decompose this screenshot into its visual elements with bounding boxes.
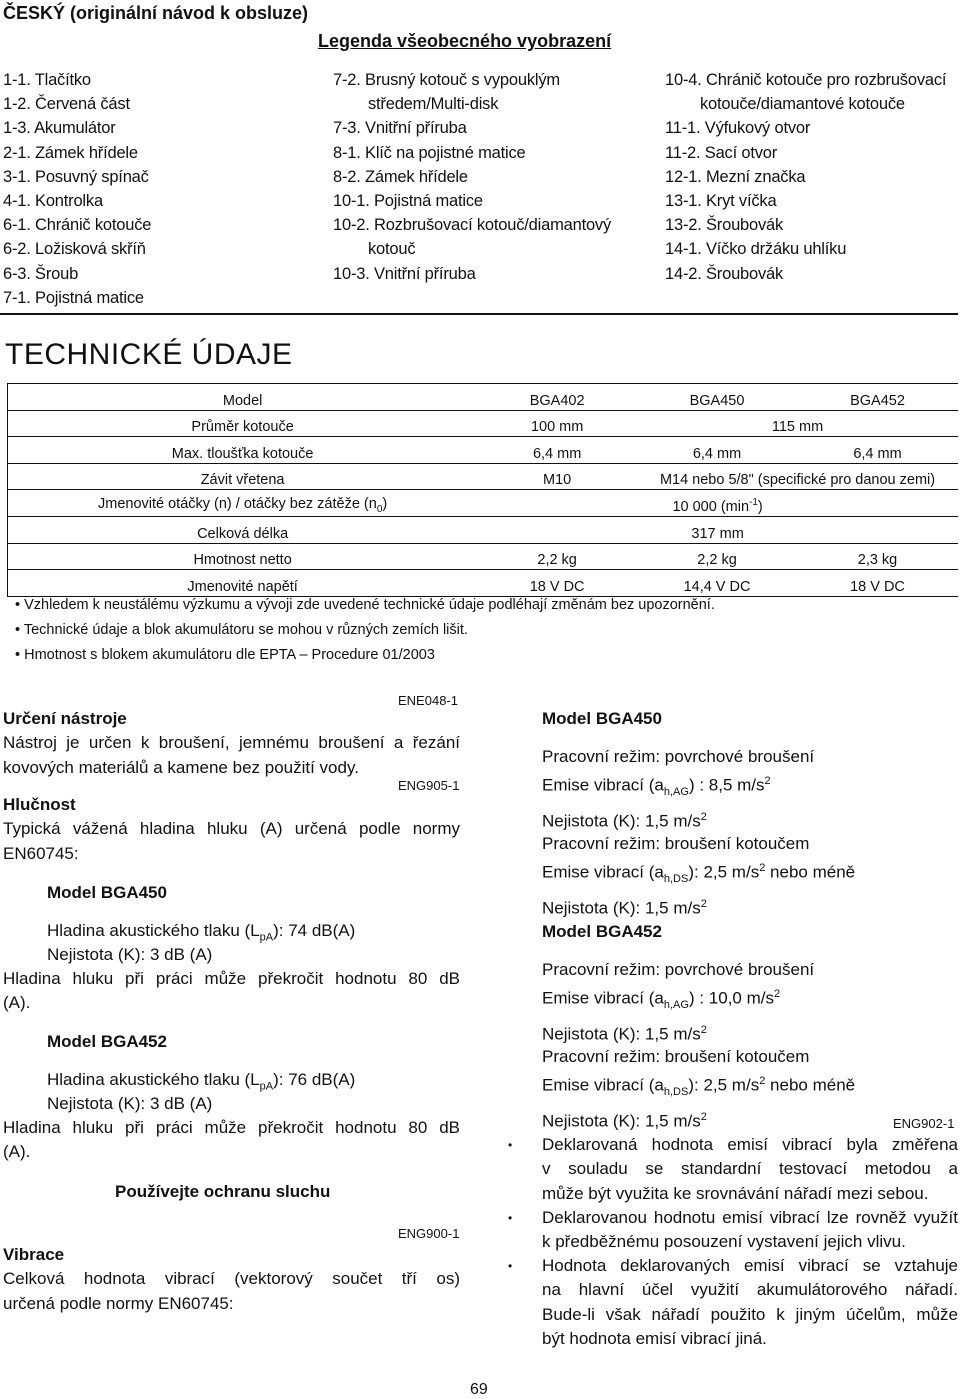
exceed-warning: Hladina hluku při práci může překročit hodnotu 80 dB (A). bbox=[3, 1118, 460, 1162]
legend-item: 13-1. Kryt víčka bbox=[665, 192, 777, 211]
intended-use-section bbox=[3, 707, 460, 780]
table-cell: BGA402 bbox=[477, 384, 637, 411]
noise-section bbox=[3, 793, 460, 866]
vibration-block: Pracovní režim: broušení kotoučem Emise vibrací $(a_{h,DS})$: 2,5 $m/s^2$ nebo méně Nejistota (K): 1,5 $m/s^2$ bbox=[542, 1047, 856, 1131]
legend-item: 14-1. Víčko držáku uhlíku bbox=[665, 240, 847, 259]
legend-item: 6-2. Ložisková skříň bbox=[3, 240, 146, 259]
model-heading: Model BGA450 bbox=[542, 709, 662, 728]
legend-item: 13-2. Šroubovák bbox=[665, 216, 784, 235]
vibration-block: Pracovní režim: povrchové broušení Emise vibrací $(a_{h,AG})$ : 10,0 $m/s^2$ Nejistota (K): 1,5 $m/s^2$ bbox=[542, 960, 815, 1044]
model-heading: Model BGA450 bbox=[47, 883, 167, 902]
table-cell: 100 mm bbox=[477, 410, 637, 437]
bullet-item: Deklarovanou hodnotu emisí vibrací lze rovněž využít k předběžnému posouzení vystavení jejich vlivu. bbox=[542, 1208, 958, 1252]
legend-item: 1-2. Červená část bbox=[3, 95, 130, 114]
tech-title: TECHNICKÉ ÚDAJE bbox=[5, 338, 293, 371]
uncertainty-line: Nejistota (K): 3 dB (A) bbox=[47, 1094, 213, 1113]
bullet-icon: • bbox=[508, 1259, 513, 1273]
reference-code: ENG902-1 bbox=[893, 1116, 955, 1131]
legend-item: 6-1. Chránič kotouče bbox=[3, 216, 152, 235]
table-cell: M14 nebo 5/8" (specifické pro danou zemi) bbox=[637, 463, 958, 490]
legend-column-1 bbox=[3, 68, 151, 310]
uncertainty-line: Nejistota (K): 3 dB (A) bbox=[47, 945, 213, 964]
legend-column-3 bbox=[665, 68, 946, 286]
legend-item: 10-2. Rozbrušovací kotouč/diamantový bbox=[333, 216, 612, 235]
section-heading: Vibrace bbox=[3, 1245, 65, 1264]
legend-item: 7-3. Vnitřní příruba bbox=[333, 119, 467, 138]
table-cell: 6,4 mm bbox=[477, 437, 637, 464]
bullet-item: Hodnota deklarovaných emisí vibrací se vztahuje na hlavní účel využití akumulátorového nářadí. Bude-li však nářadí použito k jiným účelům, může být hodnota emisí vibrací jiná. bbox=[542, 1256, 958, 1349]
legend-item: 8-1. Klíč na pojistné matice bbox=[333, 143, 526, 162]
model-heading: Model BGA452 bbox=[47, 1032, 167, 1051]
vibration-block: Pracovní režim: povrchové broušení Emise vibrací $(a_{h,AG})$ : 8,5 $m/s^2$ Nejistota (K): 1,5 $m/s^2$ bbox=[542, 747, 815, 831]
legend-item: 11-2. Sací otvor bbox=[665, 143, 778, 162]
table-row bbox=[8, 516, 959, 543]
table-cell: BGA452 bbox=[797, 384, 958, 411]
table-row bbox=[8, 384, 959, 411]
page-number: 69 bbox=[470, 1381, 488, 1398]
reference-code: ENG900-1 bbox=[398, 1226, 460, 1241]
row-label: Max. tloušťka kotouče bbox=[8, 437, 478, 464]
paragraph-line: určená podle normy EN60745: bbox=[3, 1293, 234, 1313]
table-cell: 10 000 $(\min^{-1})$ bbox=[477, 490, 958, 517]
legend-item: 4-1. Kontrolka bbox=[3, 192, 103, 211]
table-cell: 18 V DC bbox=[797, 570, 958, 597]
tech-notes bbox=[15, 593, 715, 668]
reference-code: ENE048-1 bbox=[398, 693, 458, 708]
legend-item: 1-3. Akumulátor bbox=[3, 119, 116, 138]
legend-item: 7-1. Pojistná matice bbox=[3, 288, 144, 307]
spec-table bbox=[7, 383, 958, 597]
row-label: Jmenovité napětí bbox=[8, 570, 478, 597]
legend-item: 3-1. Posuvný spínač bbox=[3, 167, 149, 186]
legend-item: středem/Multi-disk bbox=[368, 95, 499, 114]
bullet-icon: • bbox=[508, 1211, 513, 1225]
note-item: • Technické údaje a blok akumulátoru se mohou v různých zemích lišit. bbox=[15, 622, 468, 638]
legend-item: 6-3. Šroub bbox=[3, 264, 79, 283]
legend-item: 1-1. Tlačítko bbox=[3, 71, 91, 89]
legend-item: 12-1. Mezní značka bbox=[665, 167, 806, 186]
table-row bbox=[8, 437, 959, 464]
table-cell: 2,3 kg bbox=[797, 543, 958, 570]
legend-title: Legenda všeobecného vyobrazení bbox=[318, 31, 612, 51]
model-heading: Model BGA452 bbox=[542, 922, 662, 941]
sound-pressure-line: Hladina akustického tlaku $(L_{pA})$: 74 dB(A) bbox=[47, 921, 356, 944]
row-label: Průměr kotouče bbox=[8, 410, 478, 437]
table-cell: 317 mm bbox=[477, 516, 958, 543]
table-cell: 115 mm bbox=[637, 410, 958, 437]
sound-pressure-line: Hladina akustického tlaku $(L_{pA})$: 76 dB(A) bbox=[47, 1070, 356, 1093]
vibration-block: Pracovní režim: broušení kotoučem Emise vibrací $(a_{h,DS})$: 2,5 $m/s^2$ nebo méně Nejistota (K): 1,5 $m/s^2$ bbox=[542, 834, 856, 918]
row-label: Model bbox=[8, 384, 478, 411]
section-divider bbox=[0, 313, 958, 315]
table-cell: 6,4 mm bbox=[797, 437, 958, 464]
legend-column-2 bbox=[333, 68, 611, 286]
hearing-protection-notice: Používejte ochranu sluchu bbox=[115, 1182, 331, 1201]
legend-item: kotouče/diamantové kotouče bbox=[700, 95, 905, 114]
legend-item: 10-4. Chránič kotouče pro rozbrušovací bbox=[665, 71, 947, 89]
table-row bbox=[8, 410, 959, 437]
legend-item: 2-1. Zámek hřídele bbox=[3, 143, 138, 162]
legend-item: 10-1. Pojistná matice bbox=[333, 192, 483, 211]
language-title: ČESKÝ (originální návod k obsluze) bbox=[3, 3, 309, 23]
section-heading: Určení nástroje bbox=[3, 709, 127, 728]
paragraph-line: EN60745: bbox=[3, 843, 79, 863]
bullet-icon: • bbox=[508, 1138, 513, 1152]
paragraph-line: Celková hodnota vibrací (vektorový součet tří os) bbox=[3, 1269, 460, 1289]
table-cell: 2,2 kg bbox=[637, 543, 797, 570]
table-cell: 14,4 V DC bbox=[637, 570, 797, 597]
table-row bbox=[8, 543, 959, 570]
table-cell: 6,4 mm bbox=[637, 437, 797, 464]
row-label: Jmenovité otáčky (n) / otáčky bez zátěže $(n_0)$ bbox=[8, 490, 478, 517]
legend-item: kotouč bbox=[368, 240, 416, 259]
row-label: Závit vřetena bbox=[8, 463, 478, 490]
table-row bbox=[8, 490, 959, 517]
legend-item: 10-3. Vnitřní příruba bbox=[333, 264, 476, 283]
exceed-warning: Hladina hluku při práci může překročit hodnotu 80 dB (A). bbox=[3, 969, 460, 1013]
legend-item: 7-2. Brusný kotouč s vypouklým bbox=[333, 71, 560, 89]
section-heading: Hlučnost bbox=[3, 795, 76, 814]
table-cell: 18 V DC bbox=[477, 570, 637, 597]
note-item: • Hmotnost s blokem akumulátoru dle EPTA – Procedure 01/2003 bbox=[15, 647, 435, 663]
table-cell: 2,2 kg bbox=[477, 543, 637, 570]
note-item: • Vzhledem k neustálému výzkumu a vývoji zde uvedené technické údaje podléhají změnám bez upozornění. bbox=[15, 597, 715, 613]
paragraph-line: Typická vážená hladina hluku (A) určená podle normy bbox=[3, 819, 460, 839]
table-cell: BGA450 bbox=[637, 384, 797, 411]
table-cell: M10 bbox=[477, 463, 637, 490]
vibration-section bbox=[3, 1243, 460, 1316]
row-label: Hmotnost netto bbox=[8, 543, 478, 570]
bullet-item: Deklarovaná hodnota emisí vibrací byla změřena v souladu se standardní testovací metodou a může být využita ke srovnávání nářadí mezi sebou. bbox=[542, 1135, 958, 1203]
paragraph-line: Nástroj je určen k broušení, jemnému broušení a řezání bbox=[3, 733, 460, 753]
table-row bbox=[8, 463, 959, 490]
legend-item: 14-2. Šroubovák bbox=[665, 264, 784, 283]
legend-item: 11-1. Výfukový otvor bbox=[665, 119, 811, 138]
reference-code: ENG905-1 bbox=[398, 778, 460, 793]
legend-item: 8-2. Zámek hřídele bbox=[333, 167, 468, 186]
row-label: Celková délka bbox=[8, 516, 478, 543]
paragraph-line: kovových materiálů a kamene bez použití vody. bbox=[3, 757, 359, 777]
